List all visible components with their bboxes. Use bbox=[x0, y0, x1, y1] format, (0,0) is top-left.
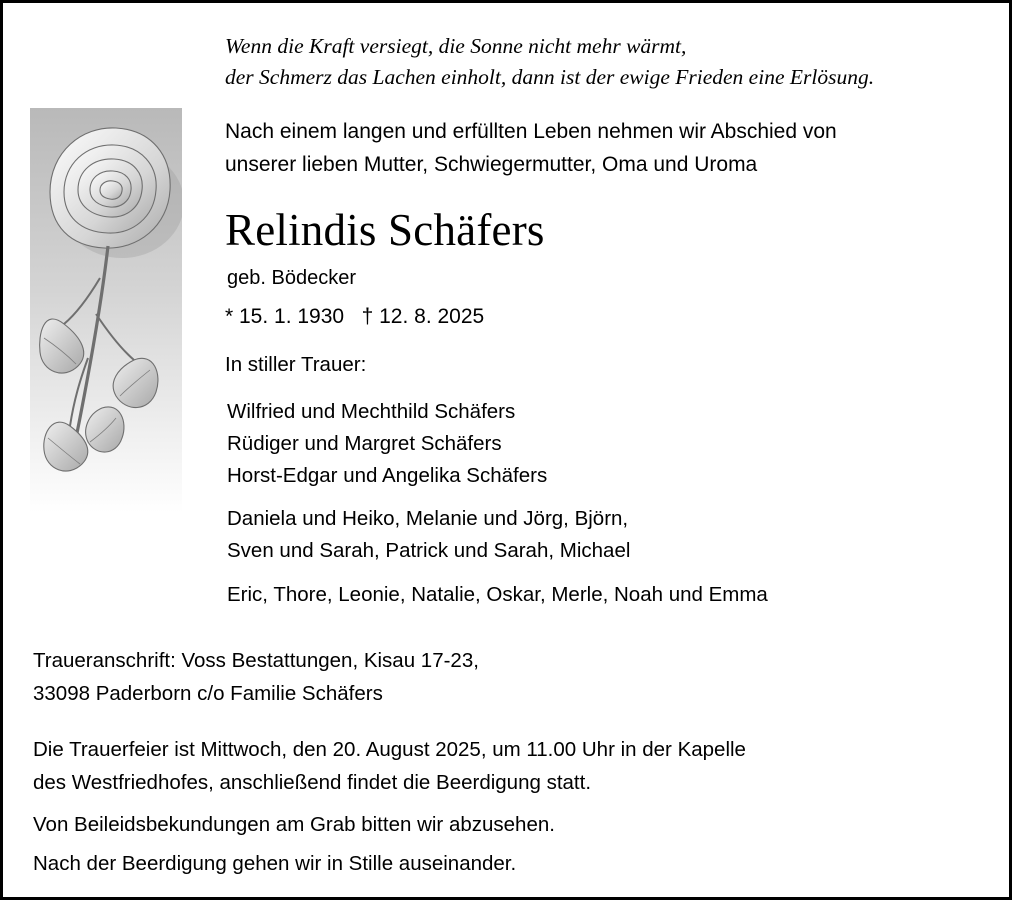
address-line-2: 33098 Paderborn c/o Familie Schäfers bbox=[33, 681, 383, 705]
mourners-tertiary bbox=[227, 579, 768, 611]
mourner-line: Sven und Sarah, Patrick und Sarah, Michael bbox=[227, 539, 631, 563]
mourner-line: Wilfried und Mechthild Schäfers bbox=[227, 400, 516, 423]
birth-death-dates: * 15. 1. 1930 † 12. 8. 2025 bbox=[225, 305, 485, 328]
intro-block bbox=[225, 116, 1000, 181]
intro-line-2: unserer lieben Mutter, Schwiegermutter, Oma und Uroma bbox=[225, 152, 758, 176]
deceased-name: Relindis Schäfers bbox=[225, 205, 545, 255]
mourner-line: Eric, Thore, Leonie, Natalie, Oskar, Merle, Noah und Emma bbox=[227, 583, 768, 606]
condolence-address bbox=[33, 645, 479, 711]
condolence-note: Von Beileidsbekundungen am Grab bitten wir abzusehen. bbox=[33, 813, 555, 836]
mourner-line: Daniela und Heiko, Melanie und Jörg, Björn, bbox=[227, 507, 629, 530]
address-line-1: Traueranschrift: Voss Bestattungen, Kisau 17-23, bbox=[33, 649, 479, 672]
mourners-label: In stiller Trauer: bbox=[225, 353, 367, 376]
mourner-line: Rüdiger und Margret Schäfers bbox=[227, 432, 502, 456]
ceremony-line-2: des Westfriedhofes, anschließend findet die Beerdigung statt. bbox=[33, 770, 592, 794]
ceremony-line-1: Die Trauerfeier ist Mittwoch, den 20. August 2025, um 11.00 Uhr in der Kapelle bbox=[33, 738, 746, 761]
mourner-line: Horst-Edgar und Angelika Schäfers bbox=[227, 464, 548, 488]
verse-block bbox=[225, 31, 995, 93]
mourners-primary bbox=[227, 396, 547, 493]
intro-line-1: Nach einem langen und erfüllten Leben nehmen wir Abschied von bbox=[225, 120, 837, 143]
rose-illustration bbox=[30, 108, 182, 513]
farewell-note: Nach der Beerdigung gehen wir in Stille auseinander. bbox=[33, 852, 517, 875]
ceremony-details bbox=[33, 734, 983, 800]
verse-line-2: der Schmerz das Lachen einholt, dann ist der ewige Frieden eine Erlösung. bbox=[225, 65, 875, 90]
verse-line-1: Wenn die Kraft versiegt, die Sonne nicht mehr wärmt, bbox=[225, 34, 687, 58]
mourners-secondary bbox=[227, 503, 630, 567]
maiden-name: geb. Bödecker bbox=[227, 267, 356, 289]
